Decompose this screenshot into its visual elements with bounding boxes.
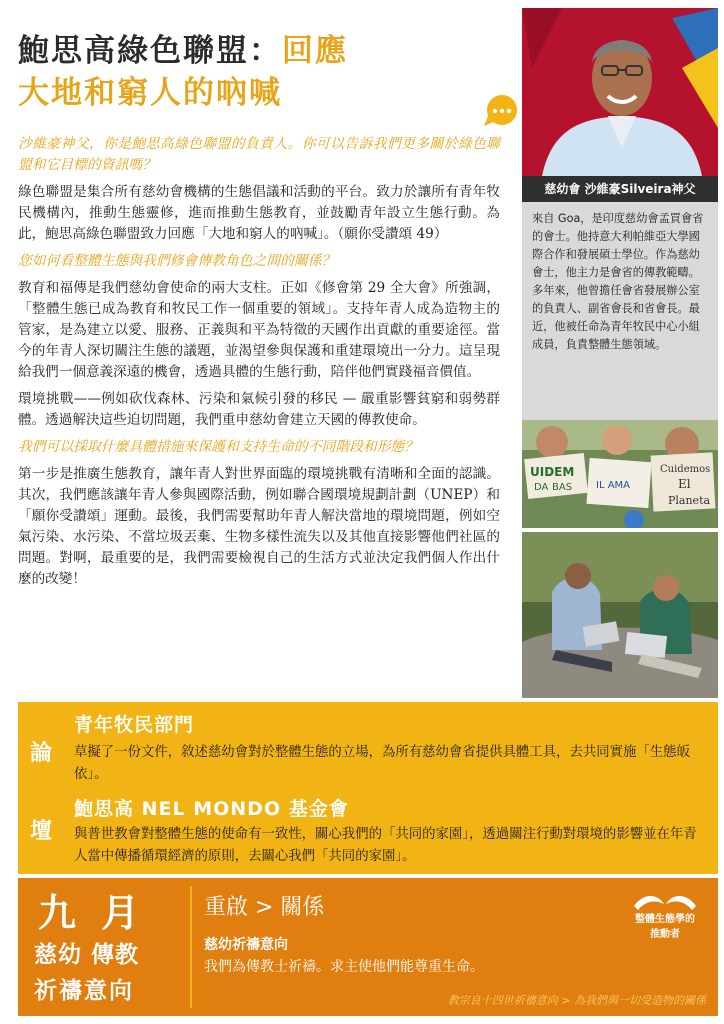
prayer-intention-section: [18, 878, 718, 1016]
section-divider: [190, 886, 192, 1008]
answer-2a: 教育和福傳是我們慈幼會使命的兩大支柱。正如《修會第 29 全大會》所強調，「整體生態已成為教育和牧民工作一個重要的領域」。支持年青人成為造物主的管家，是為建立以愛、服務、正義與和平為特徵的天國作出貢獻的重要途徑。當今的年青人深切關注生態的議題，並渴望參與保護和重建環境出一分力。這呈現給我們一個意義深遠的機會，透過具體的生態行動，陪伴他們實踐福音價值。: [18, 280, 500, 380]
bio-box: 來自 Goa，是印度慈幼會孟買會省的會士。他持意大利帕維亞大學國際合作和發展碩士學位。作為慈幼會士，他主力是會省的傳教範疇。多年來，他曾擔任會省發展辦公室的負責人、副省會長和省會長。最近，他被任命為青年牧民中心小組成員，負責整體生態領域。: [522, 202, 718, 420]
sign-text-1: UIDEM: [530, 465, 575, 479]
sign-text-3: BAS: [552, 482, 573, 493]
sign-text-4: IL AMA: [596, 480, 631, 491]
title-line1-orange: 回應: [282, 33, 348, 69]
youth-ministry-text: 草擬了一份文件，敘述慈幼會對於整體生態的立場，為所有慈幼會省提供具體工具，去共同實施「生態皈依」。: [74, 745, 690, 782]
month-label: 九 月: [38, 891, 146, 935]
title-line1-black: 鮑思高綠色聯盟：: [18, 33, 282, 69]
logo-caption: [622, 912, 708, 942]
prayer-subtitle: 慈幼祈禱意向: [204, 937, 288, 953]
youth-climate-march-photo: [522, 420, 718, 528]
answer-2b: 環境挑戰——例如砍伐森林、污染和氣候引發的移民 — 嚴重影響貧窮和弱勢群體。透過解決這些迫切問題，我們重申慈幼會建立天國的傳教使命。: [18, 391, 500, 428]
foundation-heading: 鮑思高 NEL MONDO 基金會: [74, 798, 349, 820]
section-title: 重啟 > 關係: [204, 895, 325, 920]
salesian-mission-label: 慈幼 傳教: [34, 942, 140, 968]
sign-text-2: DA: [534, 482, 549, 493]
title-line2: 大地和窮人的吶喊: [18, 75, 282, 111]
question-1: 沙維豪神父，你是鮑思高綠色聯盟的負責人。你可以告訴我們更多關於綠色聯盟和它目標的資訊嗎？: [18, 136, 500, 173]
question-2: 您如何看整體生態與我們修會傳教角色之間的關係？: [18, 253, 336, 269]
page-title: [18, 30, 518, 114]
prayer-text: 我們為傳教士祈禱。求主使他們能尊重生命。: [204, 959, 484, 975]
answer-3: 第一步是推廣生態教育，讓年青人對世界面臨的環境挑戰有清晰和全面的認識。其次，我們應該讓年青人參與國際活動，例如聯合國環境規劃計劃（UNEP）和「願你受讚頌」運動。最後，我們需要幫助年青人解決當地的環境問題，例如空氣污染、水污染、不當垃圾丟棄、生物多樣性流失以及其他直接影響他們社區的問題。對啊，最重要的是，我們需要檢視自己的生活方式並決定我們個人作出什麼的改變！: [18, 466, 500, 587]
prayer-intention-label: 祈禱意向: [34, 978, 134, 1004]
chat-bubble-icon: [482, 94, 520, 128]
pope-intention-footer: 教宗良十四世祈禱意向 > 為我們與一切受造物的關係: [447, 994, 706, 1007]
youth-ministry-heading: 青年牧民部門: [74, 714, 195, 736]
interview-body: [18, 132, 500, 596]
sign-text-5: Cuidemos: [660, 464, 711, 475]
answer-1: 綠色聯盟是集合所有慈幼會機構的生態倡議和活動的平台。致力於讓所有青年牧民機構內，推動生態靈修，進而推動生態教育，並鼓勵青年設立生態行動。為此，鮑思高綠色聯盟致力回應「大地和窮人的吶喊」。（願你受讚頌 49）: [18, 184, 500, 242]
portrait-photo: [522, 8, 718, 176]
logo-caption-line1: 整體生態學的: [635, 914, 695, 925]
students-laptop-photo: [522, 532, 718, 698]
sign-text-6: El: [678, 477, 691, 491]
forum-section: [18, 702, 718, 874]
forum-side-label-1: 論: [30, 741, 53, 766]
logo-caption-line2: 推動者: [650, 929, 680, 940]
foundation-text: 與普世教會對整體生態的使命有一致性，關心我們的「共同的家園」，透過關注行動對環境的影響並在年青人當中傳播循環經濟的原則，去關心我們「共同的家園」。: [74, 827, 697, 864]
portrait-caption: 慈幼會 沙維豪Silveira神父: [522, 176, 718, 202]
sign-text-7: Planeta: [668, 494, 711, 507]
question-3: 我們可以採取什麼具體措施來保護和支持生命的不同階段和形態？: [18, 439, 419, 455]
forum-side-label-2: 壇: [30, 819, 53, 844]
